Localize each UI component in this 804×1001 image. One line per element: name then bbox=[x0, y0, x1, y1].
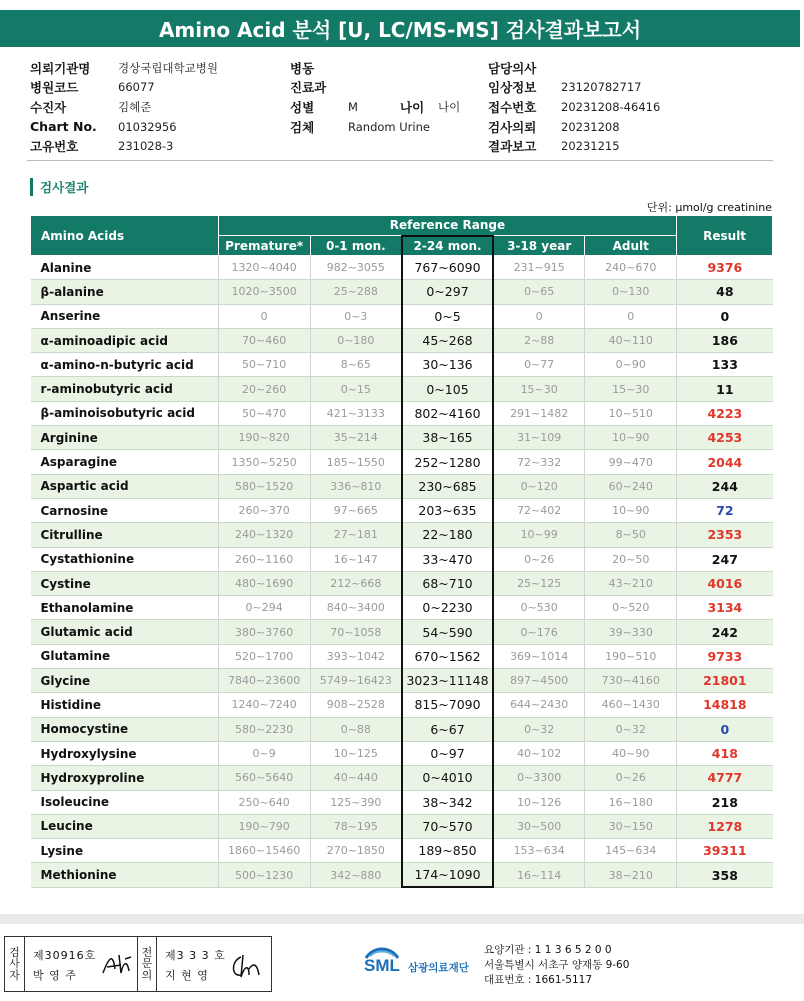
reference-value: 145~634 bbox=[585, 839, 677, 863]
specialist-license: 제3 3 3 호 bbox=[165, 949, 226, 962]
reference-value: 10~510 bbox=[585, 401, 677, 425]
reference-value: 0~105 bbox=[402, 377, 493, 401]
reference-value: 6~67 bbox=[402, 717, 493, 741]
result-value: 9376 bbox=[677, 256, 773, 280]
reference-value: 0 bbox=[585, 304, 677, 328]
reference-value: 40~102 bbox=[493, 741, 585, 765]
table-row bbox=[31, 523, 773, 547]
amino-acid-table bbox=[30, 215, 773, 888]
table-row bbox=[31, 839, 773, 863]
reference-value: 500~1230 bbox=[218, 863, 310, 887]
reference-value: 0~120 bbox=[493, 474, 585, 498]
result-value: 186 bbox=[677, 328, 773, 352]
reference-value: 0~294 bbox=[218, 596, 310, 620]
result-value: 21801 bbox=[677, 669, 773, 693]
amino-acid-name: Asparagine bbox=[31, 450, 219, 474]
reference-value: 802~4160 bbox=[402, 401, 493, 425]
reference-value: 0~530 bbox=[493, 596, 585, 620]
table-row bbox=[31, 280, 773, 304]
header-result: Result bbox=[677, 216, 773, 256]
amino-acid-name: Homocystine bbox=[31, 717, 219, 741]
info-value: 20231208 bbox=[561, 119, 620, 134]
reference-value: 15~30 bbox=[493, 377, 585, 401]
reference-value: 0~297 bbox=[402, 280, 493, 304]
amino-acid-name: Methionine bbox=[31, 863, 219, 887]
examiner-vertical-label: 검 사 자 bbox=[5, 937, 25, 991]
table-row bbox=[31, 547, 773, 571]
info-value: 23120782717 bbox=[561, 80, 642, 95]
table-row bbox=[31, 620, 773, 644]
info-label: 수진자 bbox=[30, 99, 67, 115]
amino-acid-name: Citrulline bbox=[31, 523, 219, 547]
organization-info bbox=[484, 943, 629, 988]
reference-value: 38~210 bbox=[585, 863, 677, 887]
reference-value: 0~2230 bbox=[402, 596, 493, 620]
examiner-license: 제30916호 bbox=[33, 949, 97, 962]
reference-value: 40~440 bbox=[310, 766, 402, 790]
reference-value: 270~1850 bbox=[310, 839, 402, 863]
reference-value: 0 bbox=[493, 304, 585, 328]
reference-value: 185~1550 bbox=[310, 450, 402, 474]
reference-value: 0~9 bbox=[218, 741, 310, 765]
amino-acid-name: Hydroxyproline bbox=[31, 766, 219, 790]
reference-value: 252~1280 bbox=[402, 450, 493, 474]
patient-info bbox=[30, 58, 790, 154]
table-row bbox=[31, 596, 773, 620]
info-label: 성별 bbox=[290, 99, 315, 115]
section-title: 검사결과 bbox=[30, 178, 88, 196]
table-row bbox=[31, 693, 773, 717]
reference-value: 38~165 bbox=[402, 426, 493, 450]
reference-value: 0~4010 bbox=[402, 766, 493, 790]
reference-value: 72~332 bbox=[493, 450, 585, 474]
reference-value: 54~590 bbox=[402, 620, 493, 644]
result-value: 2044 bbox=[677, 450, 773, 474]
reference-value: 60~240 bbox=[585, 474, 677, 498]
reference-value: 8~65 bbox=[310, 353, 402, 377]
reference-value: 27~181 bbox=[310, 523, 402, 547]
reference-value: 33~470 bbox=[402, 547, 493, 571]
reference-value: 8~50 bbox=[585, 523, 677, 547]
result-value: 1278 bbox=[677, 814, 773, 838]
reference-value: 97~665 bbox=[310, 498, 402, 522]
examiner-name: 박 영 주 bbox=[33, 969, 77, 982]
info-value-age: 나이 bbox=[438, 99, 461, 114]
info-label: 병원코드 bbox=[30, 80, 79, 96]
result-value: 133 bbox=[677, 353, 773, 377]
amino-acid-name: β-alanine bbox=[31, 280, 219, 304]
reference-value: 3023~11148 bbox=[402, 669, 493, 693]
org-address: 서울특별시 서초구 양재동 9-60 bbox=[484, 959, 630, 971]
reference-value: 0~97 bbox=[402, 741, 493, 765]
reference-value: 2~88 bbox=[493, 328, 585, 352]
info-label: 검사의뢰 bbox=[488, 119, 537, 135]
table-row bbox=[31, 328, 773, 352]
info-value: 231028-3 bbox=[118, 139, 174, 154]
reference-value: 1860~15460 bbox=[218, 839, 310, 863]
info-label: Chart No. bbox=[30, 119, 97, 135]
amino-acid-name: Leucine bbox=[31, 814, 219, 838]
info-label: 검체 bbox=[290, 119, 315, 135]
reference-value: 39~330 bbox=[585, 620, 677, 644]
reference-value: 580~2230 bbox=[218, 717, 310, 741]
reference-value: 260~1160 bbox=[218, 547, 310, 571]
result-value: 0 bbox=[677, 717, 773, 741]
table-row bbox=[31, 814, 773, 838]
info-label: 담당의사 bbox=[488, 60, 537, 76]
reference-value: 72~402 bbox=[493, 498, 585, 522]
table-row bbox=[31, 498, 773, 522]
amino-acid-name: Lysine bbox=[31, 839, 219, 863]
table-row bbox=[31, 571, 773, 595]
result-value: 218 bbox=[677, 790, 773, 814]
table-row bbox=[31, 741, 773, 765]
reference-value: 0~26 bbox=[493, 547, 585, 571]
reference-value: 174~1090 bbox=[402, 863, 493, 887]
amino-acid-name: α-amino-n-butyric acid bbox=[31, 353, 219, 377]
reference-value: 45~268 bbox=[402, 328, 493, 352]
reference-value: 40~110 bbox=[585, 328, 677, 352]
table-row bbox=[31, 353, 773, 377]
reference-value: 25~288 bbox=[310, 280, 402, 304]
reference-value: 380~3760 bbox=[218, 620, 310, 644]
amino-acid-name: α-aminoadipic acid bbox=[31, 328, 219, 352]
report-title: Amino Acid 분석 [U, LC/MS-MS] 검사결과보고서 bbox=[0, 10, 800, 47]
info-value: 20231208-46416 bbox=[561, 99, 661, 114]
table-row bbox=[31, 717, 773, 741]
reference-value: 480~1690 bbox=[218, 571, 310, 595]
result-value: 4016 bbox=[677, 571, 773, 595]
reference-value: 1020~3500 bbox=[218, 280, 310, 304]
reference-value: 153~634 bbox=[493, 839, 585, 863]
info-value: Random Urine bbox=[348, 119, 430, 134]
info-column-1 bbox=[30, 58, 218, 156]
reference-value: 7840~23600 bbox=[218, 669, 310, 693]
reference-value: 240~1320 bbox=[218, 523, 310, 547]
reference-value: 369~1014 bbox=[493, 644, 585, 668]
info-label: 접수번호 bbox=[488, 99, 537, 115]
reference-value: 70~460 bbox=[218, 328, 310, 352]
reference-value: 560~5640 bbox=[218, 766, 310, 790]
reference-value: 0~3300 bbox=[493, 766, 585, 790]
table-row bbox=[31, 644, 773, 668]
reference-value: 0~26 bbox=[585, 766, 677, 790]
reference-value: 40~90 bbox=[585, 741, 677, 765]
info-column-2 bbox=[290, 58, 460, 136]
reference-value: 125~390 bbox=[310, 790, 402, 814]
info-label-age: 나이 bbox=[400, 99, 425, 115]
reference-value: 0 bbox=[218, 304, 310, 328]
reference-value: 231~915 bbox=[493, 256, 585, 280]
reference-value: 190~510 bbox=[585, 644, 677, 668]
result-value: 4223 bbox=[677, 401, 773, 425]
reference-value: 260~370 bbox=[218, 498, 310, 522]
result-value: 247 bbox=[677, 547, 773, 571]
reference-value: 43~210 bbox=[585, 571, 677, 595]
amino-acid-name: Alanine bbox=[31, 256, 219, 280]
header-reference-range: Reference Range bbox=[218, 216, 677, 236]
info-value: 66077 bbox=[118, 80, 155, 95]
table-row bbox=[31, 256, 773, 280]
reference-value: 897~4500 bbox=[493, 669, 585, 693]
specialist-signature bbox=[227, 951, 263, 981]
reference-value: 99~470 bbox=[585, 450, 677, 474]
reference-value: 30~136 bbox=[402, 353, 493, 377]
reference-value: 767~6090 bbox=[402, 256, 493, 280]
reference-value: 460~1430 bbox=[585, 693, 677, 717]
reference-value: 16~114 bbox=[493, 863, 585, 887]
reference-value: 35~214 bbox=[310, 426, 402, 450]
reference-value: 70~1058 bbox=[310, 620, 402, 644]
reference-value: 250~640 bbox=[218, 790, 310, 814]
specialist-vertical-label: 전 문 의 bbox=[137, 937, 157, 991]
amino-acid-name: Cystine bbox=[31, 571, 219, 595]
info-value: 경상국립대학교병원 bbox=[118, 60, 218, 75]
amino-acid-name: r-aminobutyric acid bbox=[31, 377, 219, 401]
table-row bbox=[31, 669, 773, 693]
amino-acid-name: Cystathionine bbox=[31, 547, 219, 571]
result-value: 11 bbox=[677, 377, 773, 401]
sml-logo-text: SML bbox=[364, 956, 400, 975]
result-value: 48 bbox=[677, 280, 773, 304]
header-ref-col: 2-24 mon. bbox=[402, 236, 493, 256]
amino-acid-name: Hydroxylysine bbox=[31, 741, 219, 765]
result-value: 242 bbox=[677, 620, 773, 644]
reference-value: 520~1700 bbox=[218, 644, 310, 668]
reference-value: 0~90 bbox=[585, 353, 677, 377]
reference-value: 68~710 bbox=[402, 571, 493, 595]
reference-value: 240~670 bbox=[585, 256, 677, 280]
reference-value: 50~710 bbox=[218, 353, 310, 377]
reference-value: 982~3055 bbox=[310, 256, 402, 280]
header-ref-col: 0-1 mon. bbox=[310, 236, 402, 256]
reference-value: 50~470 bbox=[218, 401, 310, 425]
reference-value: 908~2528 bbox=[310, 693, 402, 717]
reference-value: 203~635 bbox=[402, 498, 493, 522]
table-row bbox=[31, 426, 773, 450]
header-ref-col: 3-18 year bbox=[493, 236, 585, 256]
info-label: 임상정보 bbox=[488, 80, 537, 96]
reference-value: 25~125 bbox=[493, 571, 585, 595]
reference-value: 1350~5250 bbox=[218, 450, 310, 474]
result-value: 39311 bbox=[677, 839, 773, 863]
table-row bbox=[31, 450, 773, 474]
reference-value: 421~3133 bbox=[310, 401, 402, 425]
signature-box bbox=[4, 936, 272, 992]
amino-acid-name: Glycine bbox=[31, 669, 219, 693]
table-row bbox=[31, 474, 773, 498]
reference-value: 1320~4040 bbox=[218, 256, 310, 280]
reference-value: 0~520 bbox=[585, 596, 677, 620]
amino-acid-name: Ethanolamine bbox=[31, 596, 219, 620]
reference-value: 38~342 bbox=[402, 790, 493, 814]
footer-separator bbox=[0, 914, 804, 924]
reference-value: 190~820 bbox=[218, 426, 310, 450]
reference-value: 840~3400 bbox=[310, 596, 402, 620]
amino-acid-name: Glutamine bbox=[31, 644, 219, 668]
reference-value: 0~3 bbox=[310, 304, 402, 328]
reference-value: 230~685 bbox=[402, 474, 493, 498]
org-phone: 대표번호 : 1661-5117 bbox=[484, 974, 593, 986]
reference-value: 644~2430 bbox=[493, 693, 585, 717]
result-value: 2353 bbox=[677, 523, 773, 547]
reference-value: 78~195 bbox=[310, 814, 402, 838]
reference-value: 0~130 bbox=[585, 280, 677, 304]
result-value: 3134 bbox=[677, 596, 773, 620]
org-name: 삼광의료재단 bbox=[408, 962, 469, 974]
result-value: 244 bbox=[677, 474, 773, 498]
specialist-name: 지 현 영 bbox=[165, 969, 209, 982]
info-label: 진료과 bbox=[290, 80, 327, 96]
amino-acid-name: Histidine bbox=[31, 693, 219, 717]
reference-value: 10~126 bbox=[493, 790, 585, 814]
amino-acid-name: Aspartic acid bbox=[31, 474, 219, 498]
divider bbox=[27, 160, 773, 161]
reference-value: 16~147 bbox=[310, 547, 402, 571]
reference-value: 670~1562 bbox=[402, 644, 493, 668]
amino-acid-name: Anserine bbox=[31, 304, 219, 328]
reference-value: 10~90 bbox=[585, 426, 677, 450]
reference-value: 580~1520 bbox=[218, 474, 310, 498]
org-code: 요양기관 : 1 1 3 6 5 2 0 0 bbox=[484, 944, 612, 956]
header-ref-col: Premature* bbox=[218, 236, 310, 256]
reference-value: 0~88 bbox=[310, 717, 402, 741]
reference-value: 30~500 bbox=[493, 814, 585, 838]
reference-value: 190~790 bbox=[218, 814, 310, 838]
unit-label: 단위: μmol/g creatinine bbox=[646, 201, 772, 214]
reference-value: 10~90 bbox=[585, 498, 677, 522]
info-column-3 bbox=[488, 58, 660, 156]
result-value: 72 bbox=[677, 498, 773, 522]
result-value: 14818 bbox=[677, 693, 773, 717]
info-label: 결과보고 bbox=[488, 139, 537, 155]
result-value: 358 bbox=[677, 863, 773, 887]
reference-value: 16~180 bbox=[585, 790, 677, 814]
result-value: 4253 bbox=[677, 426, 773, 450]
reference-value: 212~668 bbox=[310, 571, 402, 595]
table-row bbox=[31, 790, 773, 814]
result-value: 4777 bbox=[677, 766, 773, 790]
table-row bbox=[31, 401, 773, 425]
reference-value: 342~880 bbox=[310, 863, 402, 887]
info-value: 20231215 bbox=[561, 139, 620, 154]
reference-value: 1240~7240 bbox=[218, 693, 310, 717]
info-label: 고유번호 bbox=[30, 139, 79, 155]
reference-value: 336~810 bbox=[310, 474, 402, 498]
reference-value: 10~125 bbox=[310, 741, 402, 765]
reference-value: 393~1042 bbox=[310, 644, 402, 668]
reference-value: 70~570 bbox=[402, 814, 493, 838]
reference-value: 291~1482 bbox=[493, 401, 585, 425]
result-value: 9733 bbox=[677, 644, 773, 668]
reference-value: 30~150 bbox=[585, 814, 677, 838]
info-value: 01032956 bbox=[118, 119, 177, 134]
reference-value: 5749~16423 bbox=[310, 669, 402, 693]
reference-value: 0~176 bbox=[493, 620, 585, 644]
amino-acid-name: Glutamic acid bbox=[31, 620, 219, 644]
header-amino-acids: Amino Acids bbox=[31, 216, 219, 256]
reference-value: 20~260 bbox=[218, 377, 310, 401]
reference-value: 0~5 bbox=[402, 304, 493, 328]
reference-value: 20~50 bbox=[585, 547, 677, 571]
info-value: 김혜준 bbox=[118, 99, 152, 114]
reference-value: 0~65 bbox=[493, 280, 585, 304]
info-value: M bbox=[348, 99, 358, 114]
reference-value: 189~850 bbox=[402, 839, 493, 863]
result-value: 418 bbox=[677, 741, 773, 765]
reference-value: 10~99 bbox=[493, 523, 585, 547]
table-row bbox=[31, 766, 773, 790]
reference-value: 730~4160 bbox=[585, 669, 677, 693]
reference-value: 0~180 bbox=[310, 328, 402, 352]
amino-acid-name: β-aminoisobutyric acid bbox=[31, 401, 219, 425]
sml-logo bbox=[362, 942, 480, 986]
reference-value: 31~109 bbox=[493, 426, 585, 450]
table-row bbox=[31, 377, 773, 401]
amino-acid-name: Isoleucine bbox=[31, 790, 219, 814]
reference-value: 15~30 bbox=[585, 377, 677, 401]
reference-value: 0~32 bbox=[493, 717, 585, 741]
reference-value: 0~15 bbox=[310, 377, 402, 401]
header-ref-col: Adult bbox=[585, 236, 677, 256]
table-row bbox=[31, 863, 773, 887]
result-value: 0 bbox=[677, 304, 773, 328]
reference-value: 815~7090 bbox=[402, 693, 493, 717]
table-row bbox=[31, 304, 773, 328]
amino-acid-name: Arginine bbox=[31, 426, 219, 450]
reference-value: 0~32 bbox=[585, 717, 677, 741]
reference-value: 22~180 bbox=[402, 523, 493, 547]
amino-acid-name: Carnosine bbox=[31, 498, 219, 522]
info-label: 의뢰기관명 bbox=[30, 60, 91, 76]
info-label: 병동 bbox=[290, 60, 315, 76]
examiner-signature bbox=[99, 949, 135, 979]
reference-value: 0~77 bbox=[493, 353, 585, 377]
